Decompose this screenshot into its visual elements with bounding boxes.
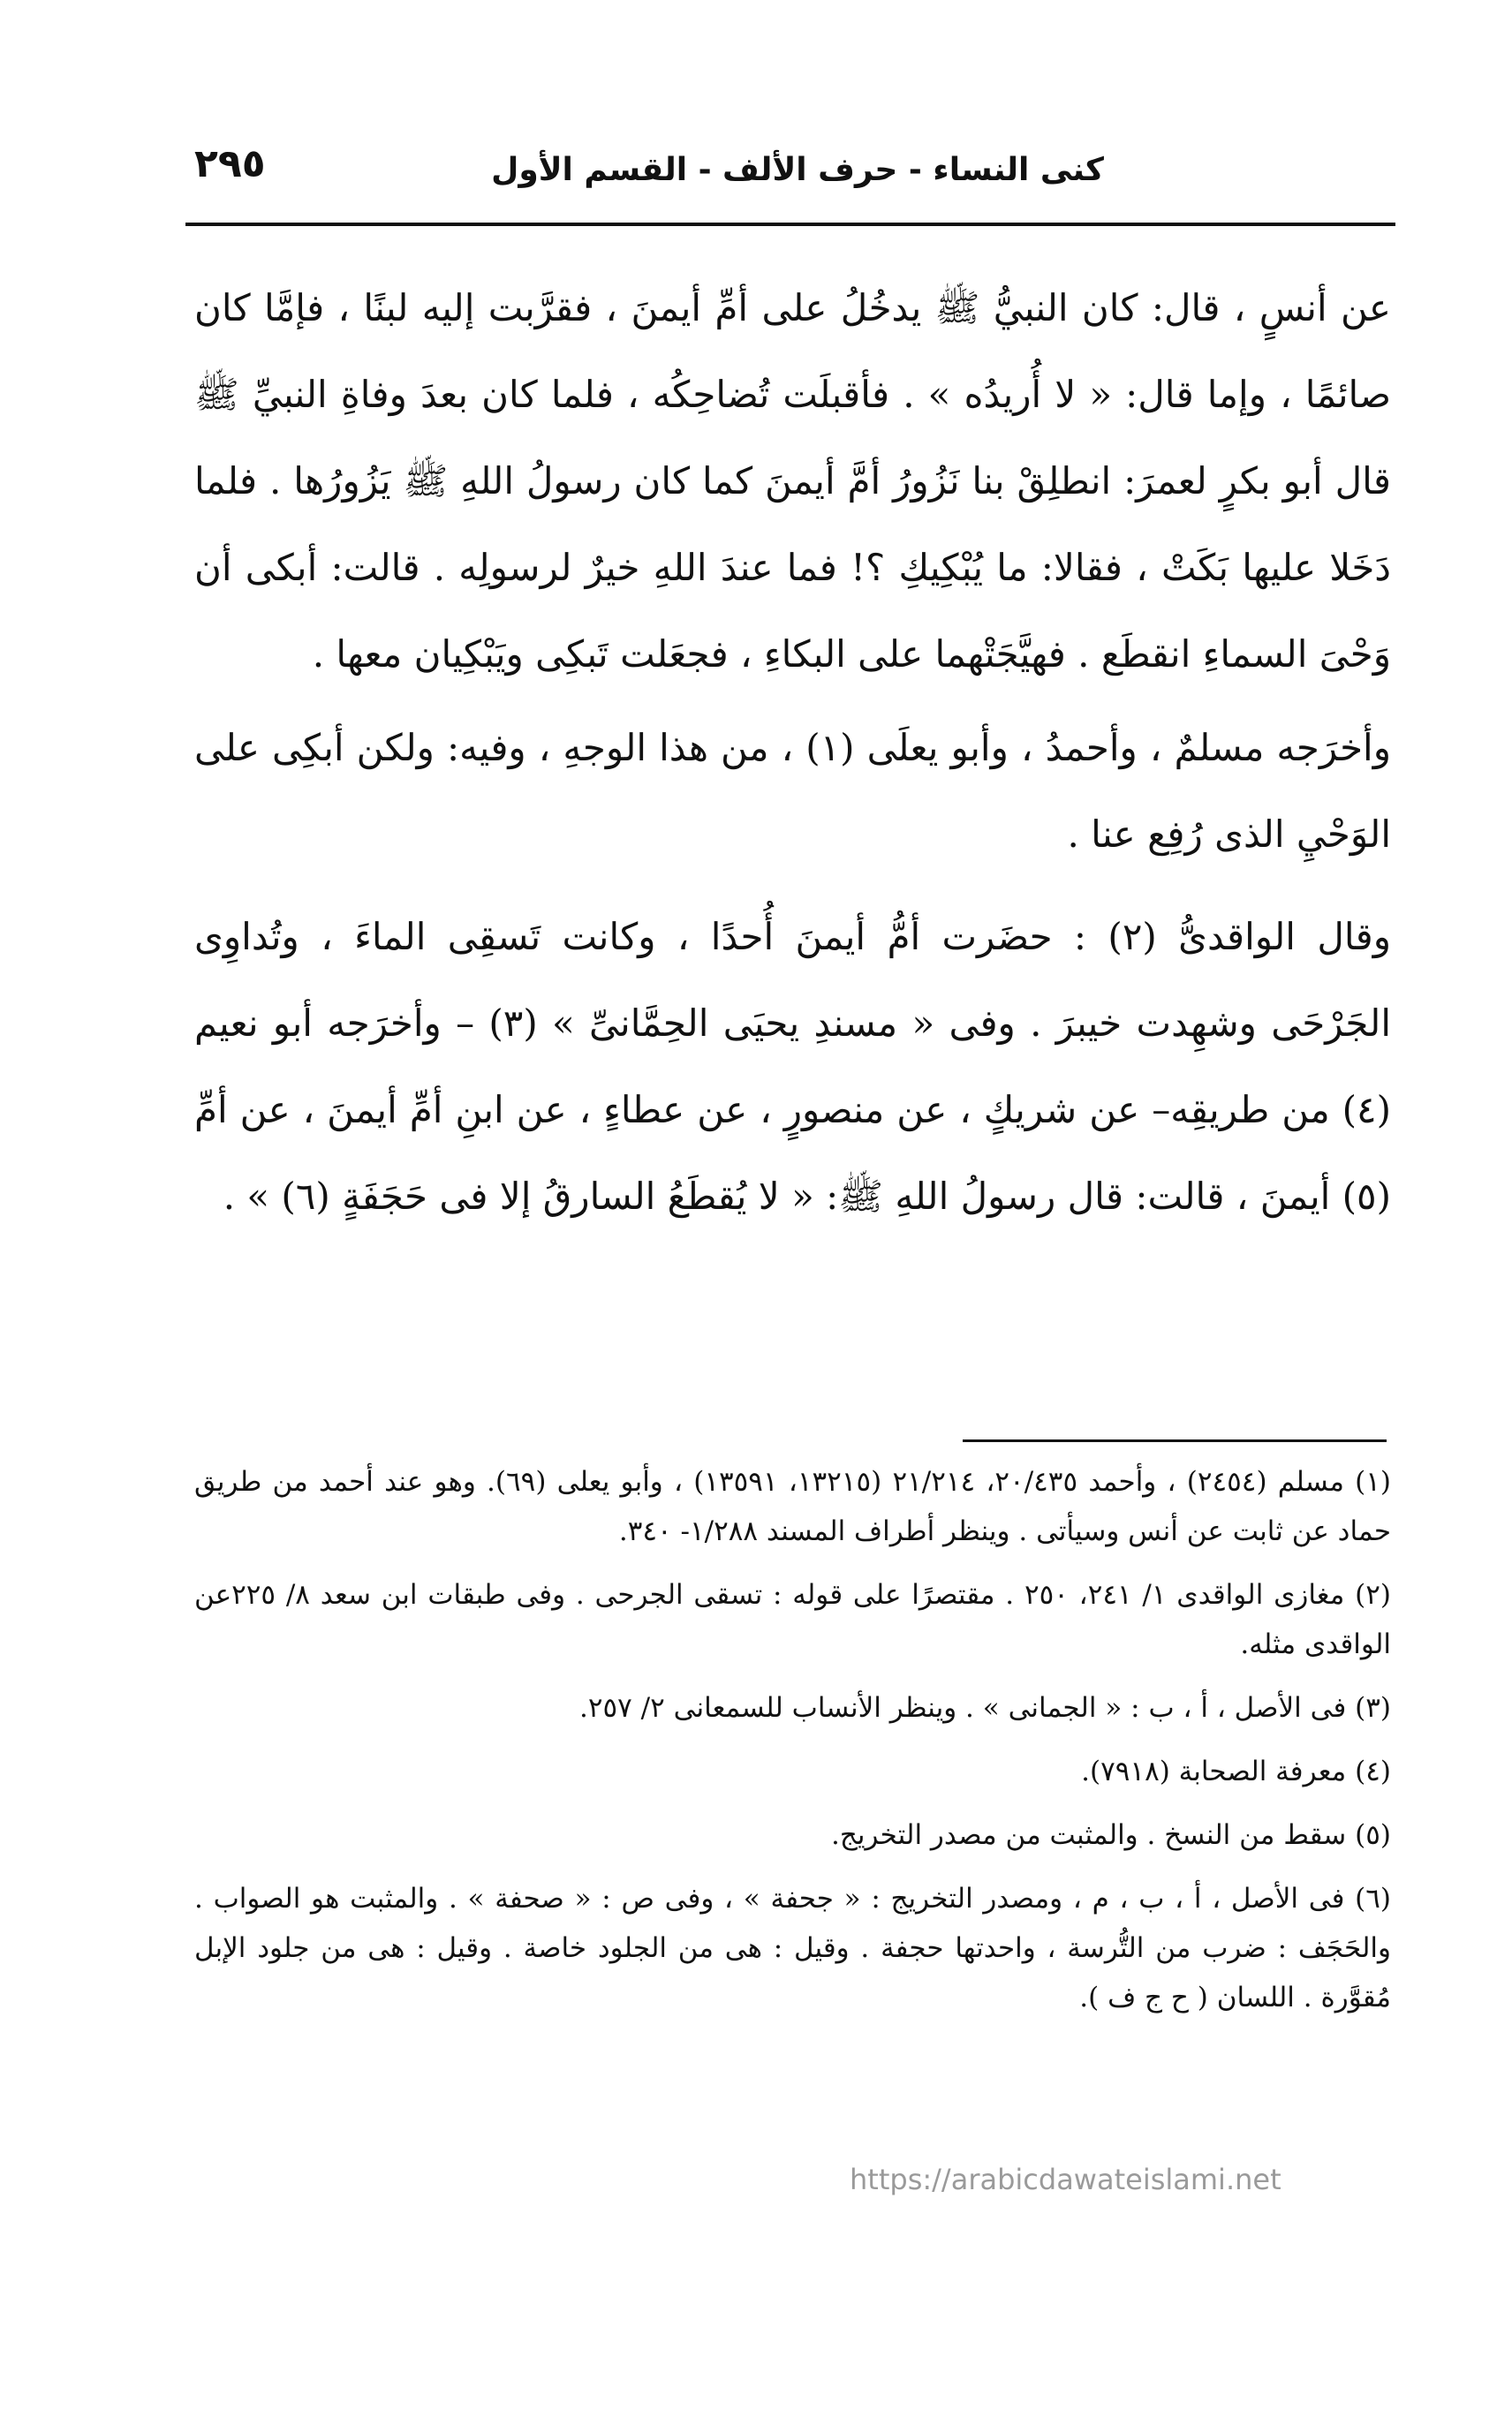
watermark-url: https://arabicdawateislami.net <box>850 2163 1281 2196</box>
body-paragraph: وأخرَجه مسلمٌ ، وأحمدُ ، وأبو يعلَى (١) ، من هذا الوجهِ ، وفيه: ولكن أبكِى على الوَحْيِ الذى رُفِع عنا . <box>194 726 1391 856</box>
main-text <box>194 265 1391 1256</box>
footnote: (٦) فى الأصل ، أ ، ب ، م ، ومصدر التخريج : « جحفة » ، وفى ص : « صحفة » . والمثبت هو الصواب . والحَجَف : ضرب من التُّرسة ، واحدتها حجفة . وقيل : هى من الجلود خاصة . وقيل : هى من جلود الإبل مُقوَّرة . اللسان ( ح ج ف ). <box>194 1883 1391 2013</box>
page-header <box>185 132 1395 230</box>
footnotes <box>194 1457 1391 2036</box>
footnote: (٣) فى الأصل ، أ ، ب : « الجمانى » . وينظر الأنساب للسمعانى ٢/ ٢٥٧. <box>579 1692 1391 1724</box>
footnote: (٤) معرفة الصحابة (٧٩١٨). <box>1081 1756 1391 1787</box>
body-paragraph: عن أنسٍ ، قال: كان النبيُّ ﷺ يدخُلُ على أمِّ أيمنَ ، فقرَّبت إليه لبنًا ، فإمَّا كان صائمًا ، وإما قال: « لا أُريدُه » . فأقبلَت تُضاحِكُه ، فلما كان بعدَ وفاةِ النبيِّ ﷺ قال أبو بكرٍ لعمرَ: انطلِقْ بنا نَزُورُ أمَّ أيمنَ كما كان رسولُ اللهِ ﷺ يَزُورُها . فلما دَخَلا عليها بَكَتْ ، فقالا: ما يُبْكِيكِ ؟! فما عندَ اللهِ خيرٌ لرسولِه . قالت: أبكى أن وَحْىَ السماءِ انقطَع . فهيَّجَتْهما على البكاءِ ، فجعَلت تَبكِى ويَبْكِيان معها . <box>194 286 1391 676</box>
footnote-separator <box>963 1439 1387 1442</box>
footnote: (٢) مغازى الواقدى ١/ ٢٤١، ٢٥٠ . مقتصرًا على قوله : تسقى الجرحى . وفى طبقات ابن سعد ٨/ ٢٢٥عن الواقدى مثله. <box>194 1579 1392 1660</box>
page-number: ٢٩٥ <box>194 141 266 186</box>
footnote: (٥) سقط من النسخ . والمثبت من مصدر التخريج. <box>831 1819 1391 1851</box>
body-paragraph: وقال الواقدىُّ (٢) : حضَرت أمُّ أيمنَ أُحدًا ، وكانت تَسقِى الماءَ ، وتُداوِى الجَرْحَى وشهِدت خيبرَ . وفى « مسندِ يحيَى الحِمَّانىِّ » (٣) – وأخرَجه أبو نعيم (٤) من طريقِه– عن شريكٍ ، عن منصورٍ ، عن عطاءٍ ، عن ابنِ أمِّ أيمنَ ، عن أمِّ (٥) أيمنَ ، قالت: قال رسولُ اللهِ ﷺ: « لا يُقطَعُ السارقُ إلا فى حَجَفَةٍ (٦) » . <box>194 915 1391 1218</box>
header-rule <box>185 223 1395 226</box>
footnote: (١) مسلم (٢٤٥٤) ، وأحمد ٢٠/٤٣٥، ٢١/٢١٤ (١٣٢١٥، ١٣٥٩١) ، وأبو يعلى (٦٩). وهو عند أحمد من طريق حماد عن ثابت عن أنس وسيأتى . وينظر أطراف المسند ١/٢٨٨- ٣٤٠. <box>194 1466 1392 1547</box>
running-title: كنى النساء - حرف الألف - القسم الأول <box>491 152 1104 188</box>
